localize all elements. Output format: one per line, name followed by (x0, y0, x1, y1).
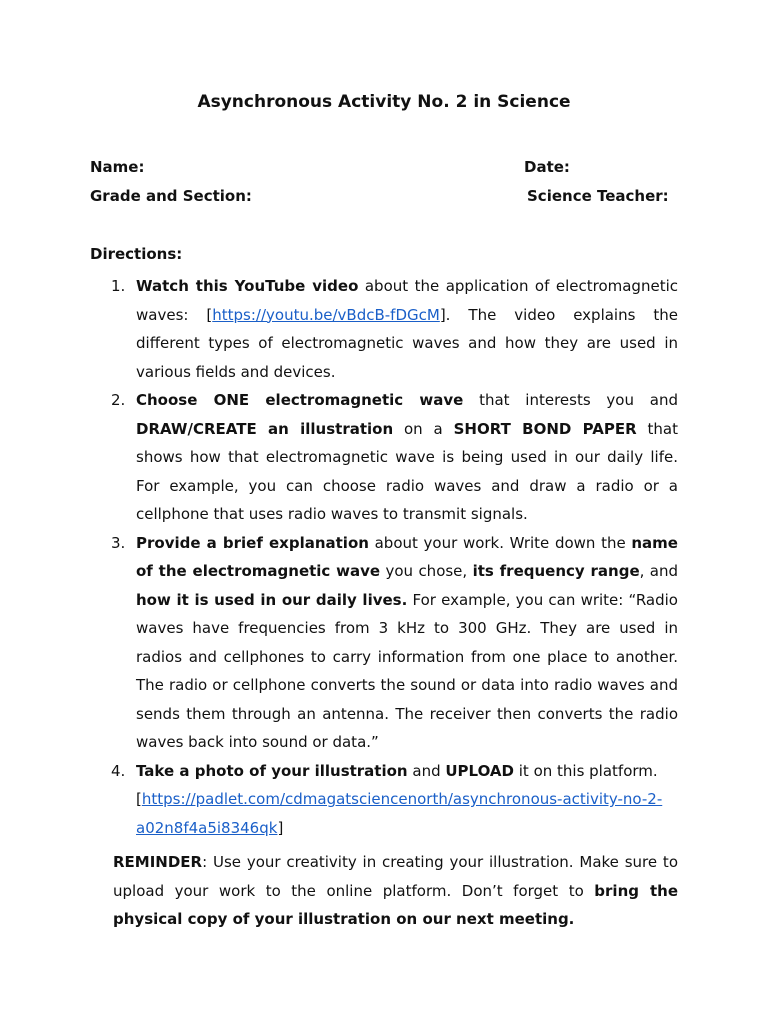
item-number: 3. (111, 533, 126, 552)
item-bold-text: DRAW/CREATE an illustration (136, 419, 394, 438)
item-text-run: on a (393, 419, 454, 438)
item-bold-text: Watch this YouTube video (136, 277, 359, 295)
item-text (136, 757, 678, 843)
item-text-run: it on this platform. [ (136, 761, 658, 808)
date-field-label: Date: (524, 158, 570, 176)
item-bold-text: Provide a brief explanation (136, 533, 369, 552)
item-number: 1. (111, 277, 126, 295)
item-bold-text: SHORT BOND PAPER (453, 419, 637, 438)
reminder-label: REMINDER (113, 853, 203, 871)
item-bold-text: Take a photo of your illustration (136, 761, 408, 780)
direction-item-4 (0, 757, 768, 843)
item-text-run: about the application of electromagnetic waves: [ (136, 277, 678, 324)
item-text-run: For example, you can write: “Radio waves have frequencies from 3 kHz to 300 GHz. They are used in radios and cellphones to carry information from one place to another. The radio or cellphone converts the sound or data into radio waves and sends them through an antenna. The receiver then converts the radio waves back into sound or data.” (136, 590, 678, 751)
item-text-run: about your work. Write down the (368, 533, 632, 552)
item-text-run: that shows how that electromagnetic wave is being used in our daily life. For example, you can choose radio waves and draw a radio or a cellphone that uses radio waves to transmit signals. (136, 419, 678, 523)
youtube-link[interactable]: https://youtu.be/vBdcB-fDGcM (212, 305, 440, 324)
item-text-run: that interests you and (463, 391, 678, 409)
item-number: 4. (111, 761, 126, 780)
item-text (136, 386, 678, 529)
item-text (136, 272, 678, 386)
item-bold-text: UPLOAD (445, 761, 514, 780)
direction-item-1 (0, 272, 768, 386)
page-title: Asynchronous Activity No. 2 in Science (197, 92, 571, 112)
padlet-link[interactable]: https://padlet.com/cdmagatsciencenorth/asynchronous-activity-no-2-a02n8f4a5i8346qk (136, 790, 663, 837)
name-field-label: Name: (90, 158, 145, 176)
reminder-bold-text: bring the physical copy of your illustration on our next meeting. (113, 881, 678, 928)
direction-item-3 (0, 529, 768, 757)
item-text-run: and (407, 761, 446, 780)
item-text-run: you chose, (380, 562, 473, 580)
science-teacher-field-label: Science Teacher: (527, 187, 669, 205)
reminder-text-run: : Use your creativity in creating your illustration. Make sure to upload your work to the online platform. Don’t forget to (113, 853, 678, 900)
item-text-run: ] (277, 818, 284, 837)
directions-list (0, 272, 768, 842)
item-text-run: , and (639, 562, 679, 580)
grade-section-field-label: Grade and Section: (90, 187, 252, 205)
item-text (136, 529, 678, 757)
item-bold-text: name of the electromagnetic wave (136, 533, 678, 580)
item-bold-text: Choose ONE electromagnetic wave (136, 391, 464, 409)
item-bold-text: how it is used in our daily lives. (136, 590, 408, 609)
directions-heading: Directions: (90, 245, 183, 263)
direction-item-2 (0, 386, 768, 529)
item-number: 2. (111, 391, 126, 409)
item-text-run: ]. The video explains the different types of electromagnetic waves and how they are used in various fields and devices. (136, 305, 678, 381)
reminder-paragraph (113, 848, 678, 934)
item-bold-text: its frequency range (472, 562, 640, 580)
